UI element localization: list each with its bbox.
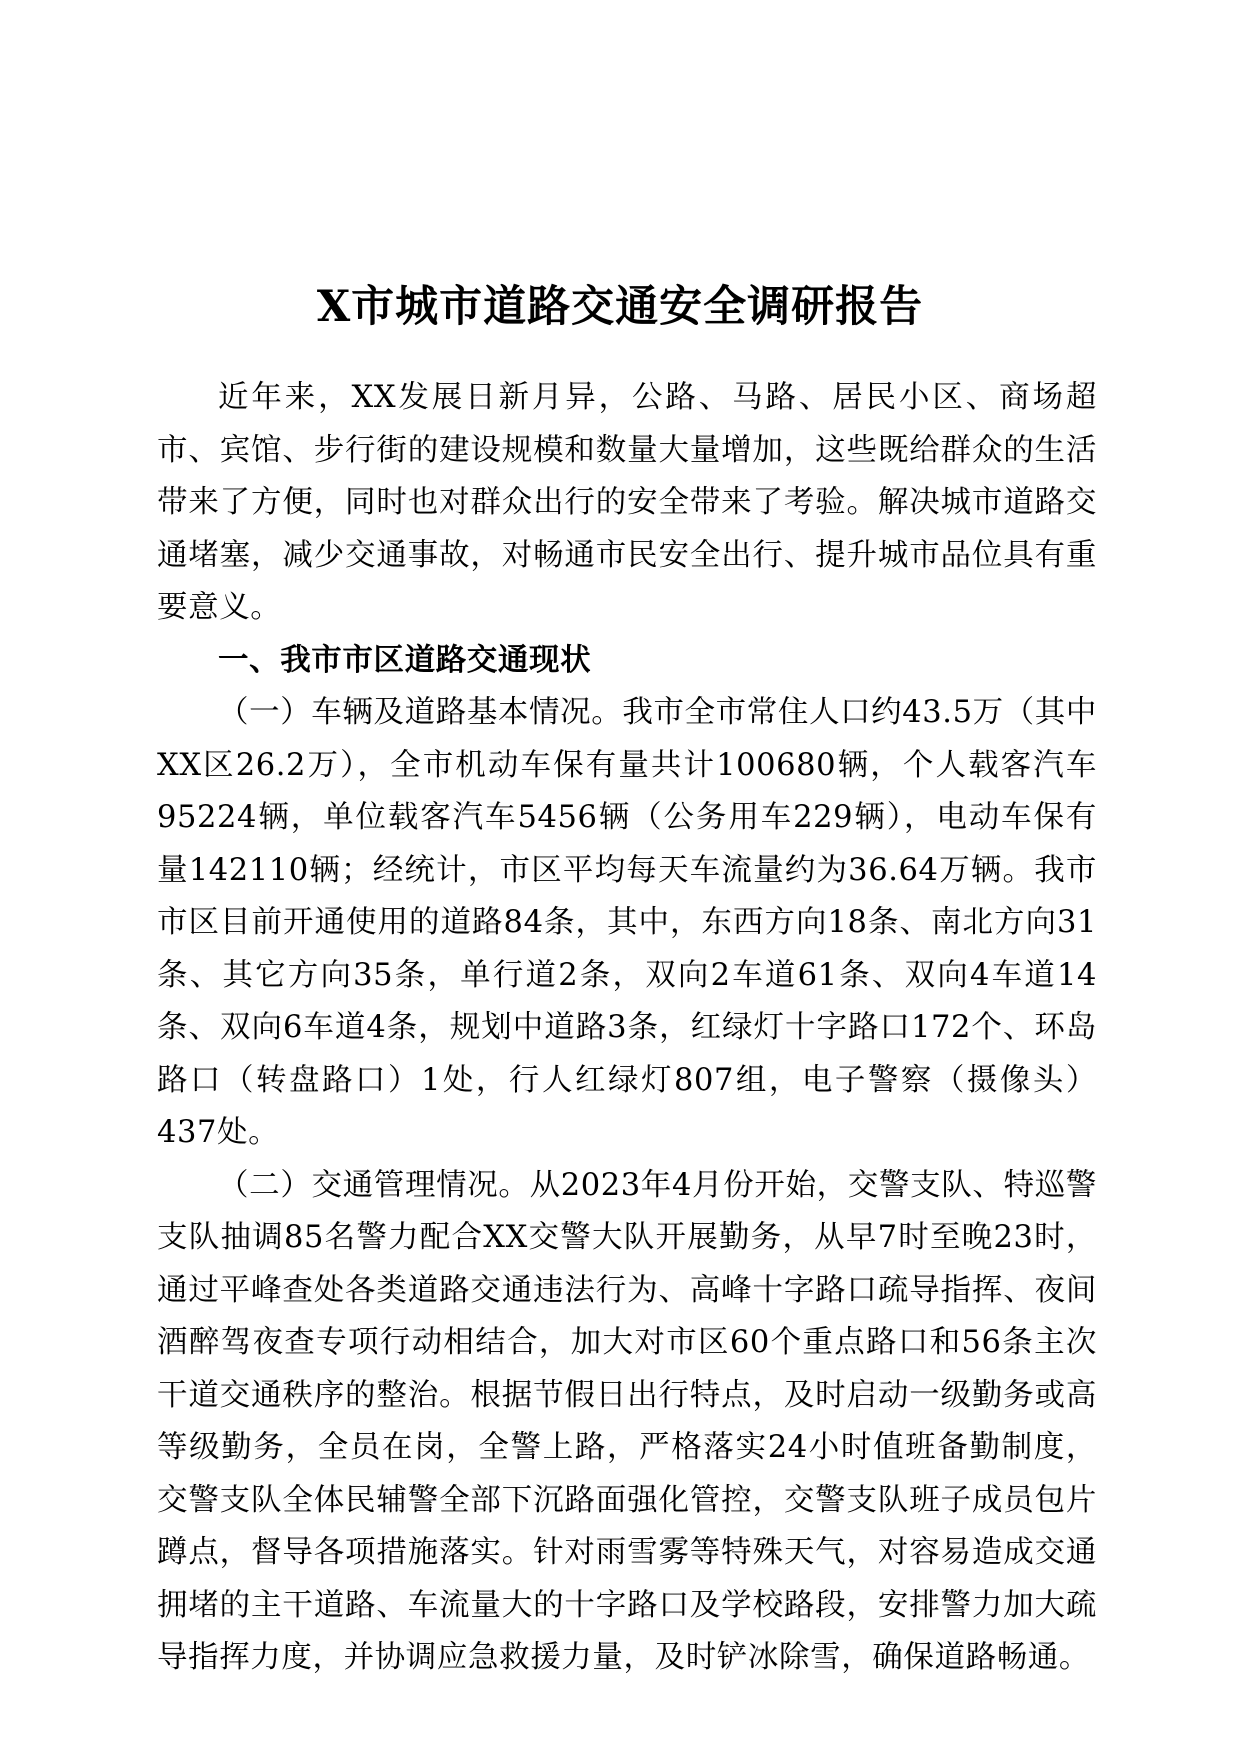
intro-paragraph: 近年来，XX发展日新月异，公路、马路、居民小区、商场超市、宾馆、步行街的建设规模和数量大量增加，这些既给群众的生活带来了方便，同时也对群众出行的安全带来了考验。解决城市道路交通堵塞，减少交通事故，对畅通市民安全出行、提升城市品位具有重要意义。 bbox=[157, 380, 1097, 625]
document-title: X市城市道路交通安全调研报告 bbox=[316, 281, 924, 332]
subsection-traffic-management: （二）交通管理情况。从2023年4月份开始，交警支队、特巡警支队抽调85名警力配合XX交警大队开展勤务，从早7时至晚23时，通过平峰查处各类道路交通违法行为、高峰十字路口疏导指挥、夜间酒醉驾夜查专项行动相结合，加大对市区60个重点路口和56条主次干道交通秩序的整治。根据节假日出行特点，及时启动一级勤务或高等级勤务，全员在岗，全警上路，严格落实24小时值班备勤制度，交警支队全体民辅警全部下沉路面强化管控，交警支队班子成员包片蹲点，督导各项措施落实。针对雨雪雾等特殊天气，对容易造成交通拥堵的主干道路、车流量大的十字路口及学校路段，安排警力加大疏导指挥力度，并协调应急救援力量，及时铲冰除雪，确保道路畅通。 bbox=[157, 1167, 1097, 1675]
section-heading: 一、我市市区道路交通现状 bbox=[218, 642, 592, 678]
document-body bbox=[157, 372, 1097, 1685]
subsection-vehicles-roads: （一）车辆及道路基本情况。我市全市常住人口约43.5万（其中XX区26.2万），全市机动车保有量共计100680辆，个人载客汽车95224辆，单位载客汽车5456辆（公务用车229辆），电动车保有量142110辆；经统计，市区平均每天车流量约为36.64万辆。我市市区目前开通使用的道路84条，其中，东西方向18条、南北方向31条、其它方向35条，单行道2条，双向2车道61条、双向4车道14条、双向6车道4条，规划中道路3条，红绿灯十字路口172个、环岛路口（转盘路口）1处，行人红绿灯807组，电子警察（摄像头）437处。 bbox=[157, 695, 1097, 1150]
